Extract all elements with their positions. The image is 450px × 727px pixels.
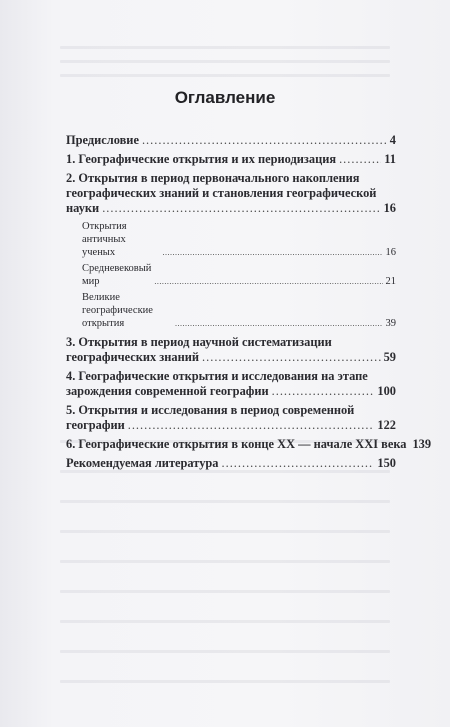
toc-page-number: 122 [377,418,396,432]
toc-subentry-great-discoveries[interactable] [66,291,396,330]
toc-entry-text-line: 3. Открытия в период научной систематизации [66,335,332,349]
show-through-line [60,74,390,77]
dot-leader [128,418,375,433]
dot-leader [175,317,382,330]
toc-page-number: 100 [377,384,396,398]
toc-entry-text-line: 5. Открытия и исследования в период современной [66,403,355,417]
show-through-line [60,590,390,593]
toc-page-number: 11 [384,152,396,166]
toc-entry-references[interactable] [66,456,396,471]
toc-entry-text-line: зарождения современной географии [66,384,269,398]
show-through-line [60,620,390,623]
toc-page-number: 21 [385,276,396,287]
toc-entry-chapter-5[interactable] [66,403,396,433]
toc-entry-text: 6. Географические открытия в конце XX — начале XXI века [66,437,407,451]
toc-entry-text: Средневековый мир [82,263,152,287]
show-through-line [60,500,390,503]
toc-entry-chapter-6[interactable] [66,437,432,452]
show-through-line [60,650,390,653]
toc-entry-text: 1. Географические открытия и их периодизация [66,152,337,166]
toc-entry-text: Открытия античных ученых [82,221,127,258]
toc-entry-text: Великие географические открытия [82,292,153,329]
toc-entry-text: Предисловие [66,133,139,147]
toc-subentry-medieval[interactable] [66,262,396,288]
toc-page-number: 4 [389,133,396,147]
toc-page-number: 150 [377,456,396,470]
toc-entry-chapter-2[interactable] [66,171,396,216]
toc-entry-preface[interactable] [66,133,396,148]
dot-leader [162,246,382,259]
table-of-contents [66,133,432,475]
toc-entry-text-line: географии [66,418,125,432]
dot-leader [142,133,387,148]
toc-entry-text-line: науки [66,201,100,215]
toc-page-number: 16 [383,201,396,215]
toc-entry-text-line: 4. Географические открытия и исследования на этапе [66,369,368,383]
dot-leader [102,201,380,216]
toc-entry-text-line: 2. Открытия в период первоначального накопления [66,171,360,185]
toc-entry-text-line: географических знаний [66,350,200,364]
toc-entry-chapter-3[interactable] [66,335,396,365]
show-through-line [60,560,390,563]
toc-page-number: 39 [385,318,396,329]
dot-leader [339,152,381,167]
dot-leader [154,275,382,288]
show-through-line [60,60,390,63]
page-title: Оглавление [174,88,276,107]
dot-leader [222,456,375,471]
show-through-line [60,530,390,533]
dot-leader [272,384,375,399]
toc-page-number: 16 [385,247,396,258]
toc-subentry-ancient[interactable] [66,220,396,259]
toc-entry-chapter-4[interactable] [66,369,396,399]
toc-page-number: 139 [412,437,432,451]
show-through-line [60,46,390,49]
toc-entry-text: Рекомендуемая литература [66,456,219,470]
toc-page-number: 59 [383,350,396,364]
toc-entry-text-line: географических знаний и становления географической [66,186,377,200]
toc-entry-chapter-1[interactable] [66,152,396,167]
dot-leader [202,350,381,365]
show-through-line [60,680,390,683]
